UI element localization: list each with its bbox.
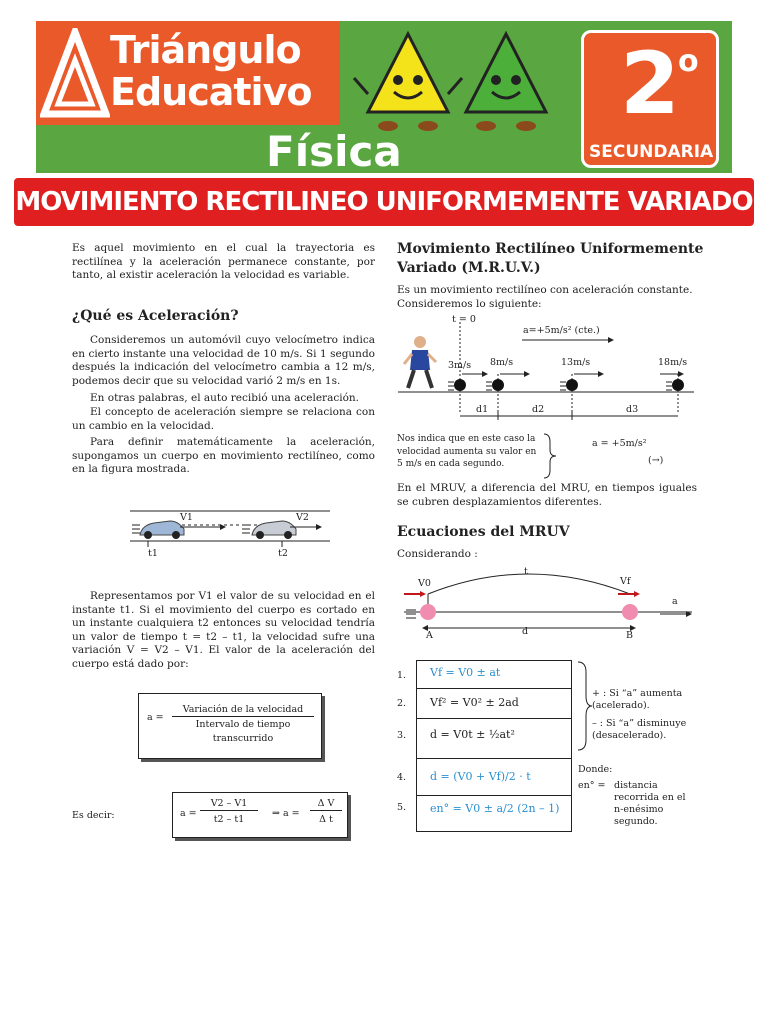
main-title: MOVIMIENTO RECTILINEO UNIFORMEMENTE VARIADO: [15, 187, 753, 217]
distance-label-d1: d1: [476, 404, 489, 415]
considerando-label: Considerando :: [397, 548, 478, 560]
formula-denominator-2: transcurrido: [212, 733, 274, 744]
equations-heading: Ecuaciones del MRUV: [397, 524, 570, 540]
triangle-mascots-icon: [350, 28, 560, 132]
acceleration-note: Nos indica que en este caso la velocidad aumenta su valor en 5 m/s en cada segundo.: [397, 434, 537, 469]
paragraph-4: Para definir matemáticamente la aceleración, supongamos un cuerpo en movimiento rectilíneo, como en la figura mostrada.: [72, 436, 375, 475]
subject-title: Física: [266, 127, 402, 176]
delta-formula-arrow: ⇒ a =: [272, 808, 300, 819]
paragraph-2: En otras palabras, el auto recibió una aceleración.: [90, 392, 359, 404]
note-vector: a = +5m/s²: [592, 438, 647, 449]
figure-t1-label: t1: [148, 548, 158, 559]
formula-denominator-1: Intervalo de tiempo: [195, 719, 291, 730]
speed-label-1: 3m/s: [448, 360, 472, 371]
sign-minus-note: – : Si “a” disminuye (desacelerado).: [592, 718, 687, 741]
formula-numerator: Variación de la velocidad: [172, 704, 314, 717]
speed-label-4: 18m/s: [658, 357, 688, 368]
logo-line2: Educativo: [110, 70, 312, 114]
arc-time-label: t: [524, 566, 528, 577]
acceleration-heading: ¿Qué es Aceleración?: [72, 308, 239, 324]
distance-label-d3: d3: [626, 404, 639, 415]
logo-line1: Triángulo: [110, 28, 301, 72]
mruv-definition: Es un movimiento rectilíneo con aceleración constante.: [397, 284, 693, 296]
arc-figure: [400, 564, 700, 648]
equations-divider-3: [416, 758, 571, 759]
equation-number-2: 2.: [397, 698, 407, 709]
equation-number-1: 1.: [397, 670, 407, 681]
intro-paragraph: Es aquel movimiento en el cual la trayectoria es rectilínea y la aceleración permanece constante, por tanto, al existir aceleración la velocidad es variable.: [72, 242, 375, 281]
equation-1: Vf = V0 ± at: [430, 666, 501, 679]
equations-divider-1: [416, 688, 571, 689]
paragraph-5: Representamos por V1 el valor de su velocidad en el instante t1. Si el movimiento del cuerpo es cortado en un instante cualquiera t2 entonces su velocidad tendría un valor de tiempo t = t2 – t1, la velocidad sufre una variación V = V2 – V1. El valor de la aceleración del cuerpo está dado por:: [72, 590, 375, 670]
es-decir-label: Es decir:: [72, 810, 115, 821]
equation-number-3: 3.: [397, 730, 407, 741]
equations-divider-2: [416, 718, 571, 719]
equation-number-5: 5.: [397, 802, 407, 813]
triangle-logo-icon: [40, 28, 110, 120]
runner-t0-label: t = 0: [452, 314, 476, 325]
definition-text: distancia recorrida en el n-enésimo segundo.: [614, 780, 686, 827]
speed-label-3: 13m/s: [561, 357, 591, 368]
runner-acceleration-label: a=+5m/s² (cte.): [523, 325, 600, 336]
figure-v2-label: V2: [296, 512, 309, 523]
equation-number-4: 4.: [397, 772, 407, 783]
grade-number: 2: [620, 34, 680, 134]
equation-4: d = (V0 + Vf)/2 · t: [430, 770, 531, 783]
arc-vf-label: Vf: [620, 576, 631, 587]
figure-t2-label: t2: [278, 548, 288, 559]
donde-label: Donde:: [578, 764, 613, 775]
point-b-label: B: [626, 630, 633, 641]
delta-formula-denominator: t2 – t1: [213, 814, 245, 825]
delta-formula-numerator-2: Δ V: [310, 798, 342, 811]
delta-formula-denominator-2: Δ t: [319, 814, 333, 825]
equation-5: en° = V0 ± a/2 (2n – 1): [430, 802, 560, 815]
paragraph-1: Consideremos un automóvil cuyo velocímetro indica en cierto instante una velocidad de 10 m/s. Si 1 segundo después la indicación del velocímetro cambia a 12 m/s, podemos decir que su velocidad varió 2 m/s en 1s.: [72, 334, 375, 387]
distance-label-d2: d2: [532, 404, 545, 415]
note-direction: (→): [648, 455, 664, 466]
mruv-consider: Consideremos lo siguiente:: [397, 298, 542, 310]
equation-2: Vf² = V0² ± 2ad: [430, 696, 519, 709]
point-a-label: A: [426, 630, 433, 641]
note-brace-icon: [540, 432, 560, 480]
sign-plus-note: + : Si “a” aumenta (acelerado).: [592, 688, 683, 711]
figure-v1-label: V1: [180, 512, 193, 523]
delta-formula-a: a =: [180, 808, 197, 819]
delta-formula-numerator: V2 – V1: [200, 798, 258, 811]
mruv-vs-mru-paragraph: En el MRUV, a diferencia del MRU, en tiempos iguales se cubren desplazamientos diferentes.: [397, 482, 697, 508]
equations-divider-4: [416, 795, 571, 796]
arc-v0-label: V0: [418, 578, 431, 589]
arc-acceleration-label: a: [672, 596, 678, 607]
mruv-heading: Movimiento Rectilíneo Uniformemente Variado (M.R.U.V.): [397, 241, 704, 276]
grade-label: SECUNDARIA: [589, 142, 714, 162]
grade-superscript: o: [678, 44, 699, 79]
speed-label-2: 8m/s: [490, 357, 514, 368]
signs-brace-icon: [574, 660, 594, 754]
arc-distance-label: d: [522, 626, 529, 637]
equation-3: d = V0t ± ½at²: [430, 728, 515, 741]
definition-symbol: en° =: [578, 780, 606, 791]
formula-a-label: a =: [147, 712, 164, 723]
paragraph-3: El concepto de aceleración siempre se relaciona con un cambio en la velocidad.: [72, 406, 375, 432]
